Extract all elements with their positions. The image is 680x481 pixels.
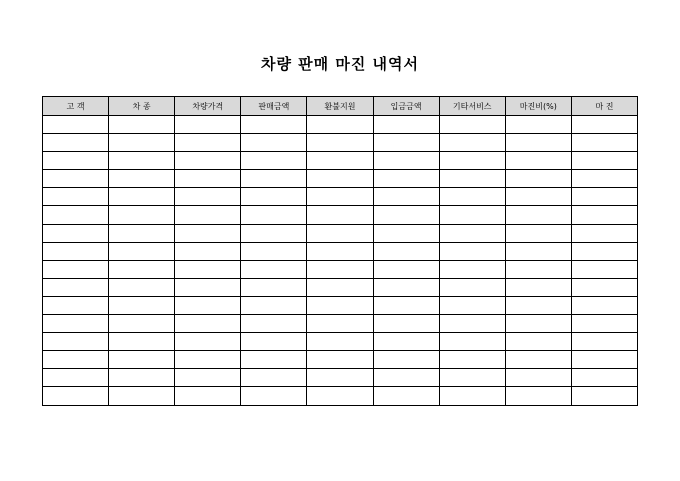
table-cell[interactable]	[109, 387, 175, 405]
table-cell[interactable]	[109, 116, 175, 134]
table-cell[interactable]	[241, 387, 307, 405]
table-cell[interactable]	[439, 315, 505, 333]
table-cell[interactable]	[307, 333, 373, 351]
table-cell[interactable]	[109, 315, 175, 333]
table-cell[interactable]	[307, 242, 373, 260]
table-cell[interactable]	[439, 116, 505, 134]
table-cell[interactable]	[43, 278, 109, 296]
table-row	[43, 278, 638, 296]
table-row	[43, 387, 638, 405]
table-cell[interactable]	[571, 170, 637, 188]
table-cell[interactable]	[175, 351, 241, 369]
table-row	[43, 333, 638, 351]
table-cell[interactable]	[373, 296, 439, 314]
table-cell[interactable]	[373, 134, 439, 152]
table-cell[interactable]	[307, 170, 373, 188]
table-cell[interactable]	[307, 315, 373, 333]
table-cell[interactable]	[373, 260, 439, 278]
table-cell[interactable]	[241, 134, 307, 152]
table-cell[interactable]	[175, 134, 241, 152]
table-cell[interactable]	[505, 351, 571, 369]
table-cell[interactable]	[373, 242, 439, 260]
table-cell[interactable]	[109, 351, 175, 369]
table-cell[interactable]	[571, 224, 637, 242]
table-cell[interactable]	[175, 296, 241, 314]
table-cell[interactable]	[43, 134, 109, 152]
margin-table	[42, 96, 638, 406]
table-cell[interactable]	[241, 351, 307, 369]
table-cell[interactable]	[571, 188, 637, 206]
table-cell[interactable]	[175, 206, 241, 224]
table-cell[interactable]	[109, 134, 175, 152]
table-cell[interactable]	[307, 351, 373, 369]
table-cell[interactable]	[439, 260, 505, 278]
table-cell[interactable]	[175, 116, 241, 134]
table-cell[interactable]	[307, 296, 373, 314]
table-row	[43, 134, 638, 152]
table-cell[interactable]	[373, 224, 439, 242]
table-cell[interactable]	[571, 134, 637, 152]
table-cell[interactable]	[241, 278, 307, 296]
table-cell[interactable]	[109, 260, 175, 278]
table-cell[interactable]	[175, 260, 241, 278]
table-cell[interactable]	[373, 278, 439, 296]
table-cell[interactable]	[373, 315, 439, 333]
table-row	[43, 224, 638, 242]
table-cell[interactable]	[373, 188, 439, 206]
table-cell[interactable]	[373, 116, 439, 134]
table-cell[interactable]	[439, 170, 505, 188]
header-customer: 고 객	[43, 97, 109, 116]
table-cell[interactable]	[241, 152, 307, 170]
table-cell[interactable]	[175, 242, 241, 260]
table-cell[interactable]	[373, 387, 439, 405]
table-cell[interactable]	[439, 387, 505, 405]
table-cell[interactable]	[571, 296, 637, 314]
table-cell[interactable]	[571, 278, 637, 296]
table-cell[interactable]	[241, 224, 307, 242]
table-header-row	[43, 97, 638, 116]
table-cell[interactable]	[43, 188, 109, 206]
table-row	[43, 296, 638, 314]
table-cell[interactable]	[505, 152, 571, 170]
table-cell[interactable]	[571, 351, 637, 369]
table-cell[interactable]	[505, 387, 571, 405]
table-cell[interactable]	[241, 369, 307, 387]
table-body	[43, 116, 638, 406]
table-cell[interactable]	[43, 242, 109, 260]
table-cell[interactable]	[505, 134, 571, 152]
header-other-services: 기타서비스	[439, 97, 505, 116]
table-cell[interactable]	[307, 134, 373, 152]
document-title: 차량 판매 마진 내역서	[260, 55, 420, 73]
table-row	[43, 170, 638, 188]
table-cell[interactable]	[109, 152, 175, 170]
table-cell[interactable]	[241, 260, 307, 278]
table-cell[interactable]	[109, 278, 175, 296]
table-row	[43, 260, 638, 278]
table-cell[interactable]	[109, 224, 175, 242]
table-cell[interactable]	[175, 333, 241, 351]
table-row	[43, 188, 638, 206]
header-margin-rate: 마진비(%)	[505, 97, 571, 116]
table-cell[interactable]	[175, 224, 241, 242]
table-cell[interactable]	[505, 116, 571, 134]
table-cell[interactable]	[505, 260, 571, 278]
table-cell[interactable]	[175, 387, 241, 405]
table-cell[interactable]	[439, 278, 505, 296]
table-cell[interactable]	[439, 152, 505, 170]
table-cell[interactable]	[241, 170, 307, 188]
table-cell[interactable]	[439, 296, 505, 314]
table-cell[interactable]	[439, 369, 505, 387]
table-row	[43, 369, 638, 387]
table-cell[interactable]	[43, 296, 109, 314]
table-cell[interactable]	[241, 242, 307, 260]
table-cell[interactable]	[307, 260, 373, 278]
table-cell[interactable]	[307, 188, 373, 206]
table-cell[interactable]	[505, 170, 571, 188]
table-cell[interactable]	[307, 152, 373, 170]
table-cell[interactable]	[373, 369, 439, 387]
table-cell[interactable]	[43, 224, 109, 242]
table-cell[interactable]	[109, 369, 175, 387]
table-cell[interactable]	[373, 351, 439, 369]
table-cell[interactable]	[109, 333, 175, 351]
table-cell[interactable]	[241, 206, 307, 224]
table-cell[interactable]	[175, 152, 241, 170]
table-cell[interactable]	[175, 278, 241, 296]
header-refund-support: 환불지원	[307, 97, 373, 116]
table-cell[interactable]	[109, 206, 175, 224]
table-cell[interactable]	[439, 224, 505, 242]
table-cell[interactable]	[307, 116, 373, 134]
table-cell[interactable]	[43, 369, 109, 387]
table-cell[interactable]	[439, 134, 505, 152]
table-cell[interactable]	[373, 170, 439, 188]
header-deposit-amount: 입금금액	[373, 97, 439, 116]
table-cell[interactable]	[505, 278, 571, 296]
table-cell[interactable]	[175, 188, 241, 206]
table-cell[interactable]	[439, 242, 505, 260]
table-cell[interactable]	[43, 152, 109, 170]
table-cell[interactable]	[439, 333, 505, 351]
table-cell[interactable]	[241, 116, 307, 134]
table-cell[interactable]	[571, 152, 637, 170]
table-cell[interactable]	[439, 206, 505, 224]
table-cell[interactable]	[571, 116, 637, 134]
table-cell[interactable]	[109, 242, 175, 260]
table-cell[interactable]	[241, 188, 307, 206]
table-cell[interactable]	[43, 170, 109, 188]
table-cell[interactable]	[505, 315, 571, 333]
table-cell[interactable]	[373, 206, 439, 224]
table-cell[interactable]	[505, 188, 571, 206]
table-row	[43, 242, 638, 260]
table-cell[interactable]	[571, 333, 637, 351]
header-sale-amount: 판매금액	[241, 97, 307, 116]
table-row	[43, 351, 638, 369]
table-cell[interactable]	[175, 170, 241, 188]
table-cell[interactable]	[505, 296, 571, 314]
table-cell[interactable]	[505, 206, 571, 224]
table-cell[interactable]	[241, 296, 307, 314]
table-cell[interactable]	[43, 315, 109, 333]
table-cell[interactable]	[109, 188, 175, 206]
header-car-price: 차량가격	[175, 97, 241, 116]
header-margin: 마 진	[571, 97, 637, 116]
table-cell[interactable]	[175, 315, 241, 333]
table-cell[interactable]	[43, 333, 109, 351]
table-cell[interactable]	[307, 206, 373, 224]
table-cell[interactable]	[43, 116, 109, 134]
table-cell[interactable]	[241, 315, 307, 333]
table-cell[interactable]	[373, 333, 439, 351]
table-cell[interactable]	[241, 333, 307, 351]
table-cell[interactable]	[505, 369, 571, 387]
table-cell[interactable]	[307, 224, 373, 242]
table-cell[interactable]	[43, 206, 109, 224]
table-cell[interactable]	[43, 260, 109, 278]
table-row	[43, 152, 638, 170]
table-cell[interactable]	[43, 387, 109, 405]
table-cell[interactable]	[109, 296, 175, 314]
table-cell[interactable]	[373, 152, 439, 170]
table-cell[interactable]	[571, 369, 637, 387]
table-cell[interactable]	[109, 170, 175, 188]
table-row	[43, 116, 638, 134]
table-cell[interactable]	[439, 188, 505, 206]
table-cell[interactable]	[571, 260, 637, 278]
table-cell[interactable]	[307, 369, 373, 387]
table-cell[interactable]	[43, 351, 109, 369]
table-cell[interactable]	[505, 224, 571, 242]
table-cell[interactable]	[307, 278, 373, 296]
table-cell[interactable]	[571, 206, 637, 224]
table-cell[interactable]	[571, 242, 637, 260]
table-row	[43, 315, 638, 333]
table-cell[interactable]	[307, 387, 373, 405]
table-row	[43, 206, 638, 224]
table-cell[interactable]	[571, 315, 637, 333]
table-cell[interactable]	[571, 387, 637, 405]
table-cell[interactable]	[439, 351, 505, 369]
table-cell[interactable]	[175, 369, 241, 387]
header-car-model: 차 종	[109, 97, 175, 116]
table-cell[interactable]	[505, 242, 571, 260]
table-cell[interactable]	[505, 333, 571, 351]
